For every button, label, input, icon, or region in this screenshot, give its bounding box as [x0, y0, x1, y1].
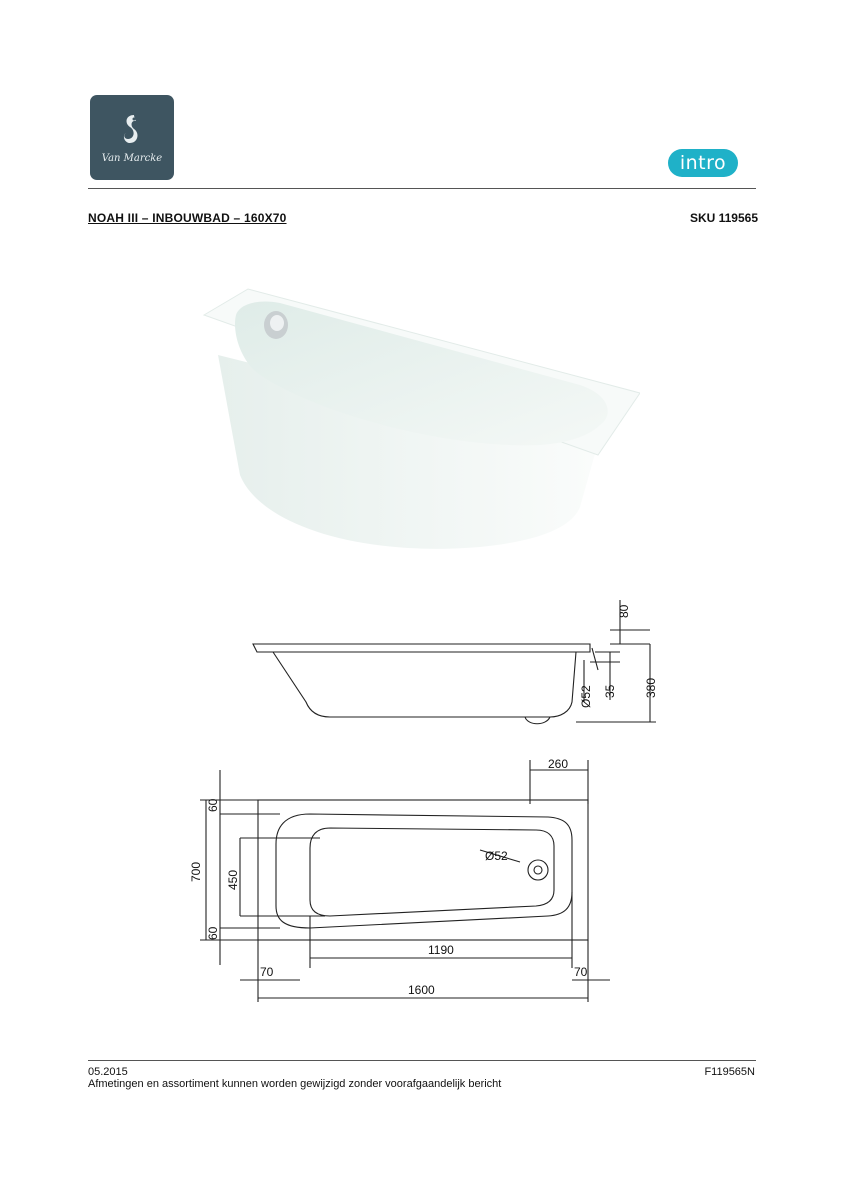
technical-drawing — [180, 590, 680, 1020]
dim-outlet-top: Ø52 — [485, 849, 508, 863]
dim-height-380: 380 — [644, 677, 658, 698]
dim-depth-35: 35 — [603, 684, 617, 698]
footer-date: 05.2015 — [88, 1066, 128, 1078]
dim-bottom-rim-60: 60 — [206, 926, 220, 940]
dim-total-length-1600: 1600 — [408, 983, 435, 997]
product-sku: SKU 119565 — [689, 211, 758, 225]
intro-brand-badge: intro — [668, 149, 738, 177]
van-marcke-logo — [90, 95, 174, 180]
seahorse-icon — [90, 95, 174, 180]
dim-left-rim-70: 70 — [260, 965, 274, 979]
footer-disclaimer: Afmetingen en assortiment kunnen worden gewijzigd zonder voorafgaandelijk bericht — [88, 1078, 502, 1090]
logo-wordmark: Van Marcke — [101, 153, 163, 164]
dim-total-width-700: 700 — [189, 861, 203, 882]
dim-right-rim-70: 70 — [574, 965, 588, 979]
dim-outlet-side: Ø52 — [579, 685, 593, 708]
side-view-outline — [253, 644, 590, 717]
product-title: NOAH III – INBOUWBAD – 160X70 — [88, 211, 287, 225]
dim-rim-80: 80 — [617, 604, 631, 618]
header-divider — [88, 188, 756, 189]
footer-divider — [88, 1060, 756, 1061]
dim-width-260: 260 — [548, 757, 569, 771]
dim-top-rim-60: 60 — [206, 798, 220, 812]
bathtub-product-image — [200, 285, 640, 575]
dim-inner-width-450: 450 — [226, 869, 240, 890]
dim-inner-length-1190: 1190 — [428, 943, 454, 957]
footer-document-code: F119565N — [704, 1066, 755, 1078]
top-view-outline — [258, 800, 588, 940]
